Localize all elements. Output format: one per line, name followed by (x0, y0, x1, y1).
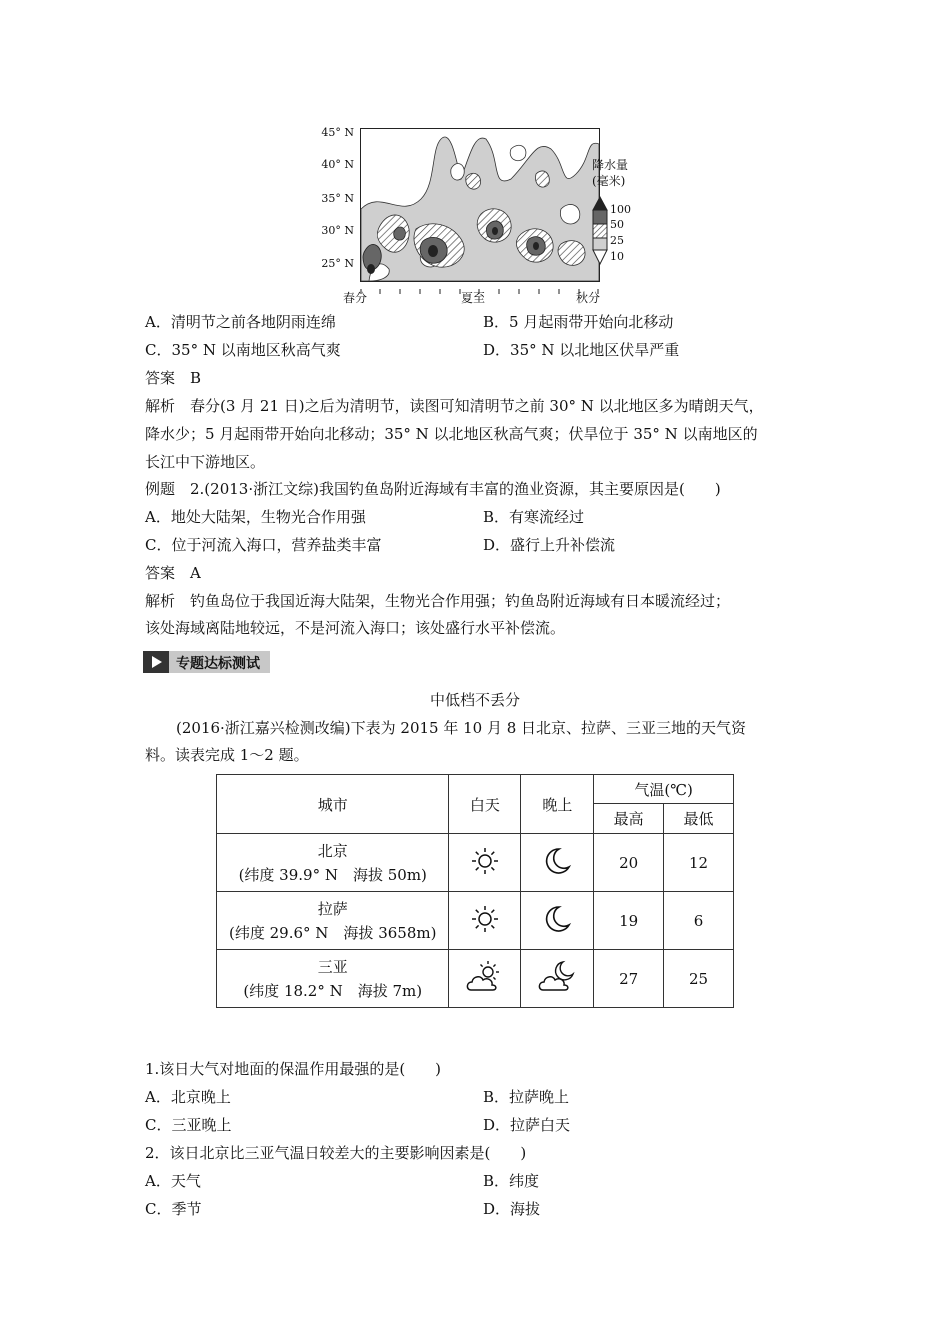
question2-option-b: B．纬度 (483, 1172, 540, 1190)
night-weather-cell (521, 834, 594, 892)
q1-option-c: C．35° N 以南地区秋高气爽 (145, 341, 341, 359)
day-weather-cell (449, 892, 521, 950)
intro-line-2: 料。读表完成 1～2 题。 (145, 746, 309, 764)
high-temp: 27 (594, 950, 664, 1008)
precipitation-contours (361, 129, 599, 281)
table-row (217, 950, 734, 1008)
q1-option-d: D．35° N 以北地区伏旱严重 (483, 341, 680, 359)
x-label-spring-equinox: 春分 (343, 291, 368, 305)
example2-option-a: A．地处大陆架，生物光合作用强 (145, 508, 366, 526)
legend-value-25: 25 (610, 234, 624, 247)
low-temp: 6 (664, 892, 734, 950)
x-label-summer-solstice: 夏至 (461, 291, 486, 305)
legend-title: 降水量 (592, 158, 629, 172)
sun-cloud-icon (465, 960, 505, 994)
sun-icon (470, 846, 500, 876)
city-cell (217, 834, 449, 892)
city-info: (纬度 18.2° N 海拔 7m) (243, 981, 423, 1000)
q1-analysis-line-2: 降水少；5 月起雨带开始向北移动；35° N 以北地区秋高气爽；伏旱位于 35° N 以南地区的 (145, 425, 758, 443)
lat-label-40: 40° N (321, 158, 354, 171)
high-temp: 20 (594, 834, 664, 892)
section-banner-title: 专题达标测试 (176, 656, 260, 672)
header-city: 城市 (217, 775, 449, 834)
header-low: 最低 (664, 804, 734, 834)
lat-label-25: 25° N (321, 257, 354, 270)
precipitation-map (360, 128, 600, 282)
legend-value-100: 100 (610, 203, 631, 216)
weather-table (216, 774, 734, 1008)
x-label-autumn-equinox: 秋分 (576, 291, 601, 305)
example2-option-b: B．有寒流经过 (483, 508, 585, 526)
q1-option-a: A．清明节之前各地阴雨连绵 (145, 313, 336, 331)
subheading: 中低档不丢分 (429, 691, 520, 709)
moon-icon (542, 846, 572, 876)
city-info: (纬度 39.9° N 海拔 50m) (238, 865, 427, 884)
q1-analysis-line-1: 解析 春分(3 月 21 日)之后为清明节，读图可知清明节之前 30° N 以北地区多为晴朗天气， (145, 397, 764, 415)
city-name: 拉萨 (317, 899, 348, 918)
section-banner (143, 651, 270, 673)
day-weather-cell (449, 834, 521, 892)
example2-option-c: C．位于河流入海口，营养盐类丰富 (145, 536, 382, 554)
day-weather-cell (449, 950, 521, 1008)
lat-label-35: 35° N (321, 192, 354, 205)
question2-option-c: C．季节 (145, 1200, 202, 1218)
moon-cloud-icon (537, 960, 577, 994)
question1-option-d: D．拉萨白天 (483, 1116, 571, 1134)
example2-answer: 答案 A (145, 564, 201, 582)
question1-option-b: B．拉萨晚上 (483, 1088, 570, 1106)
high-temp: 19 (594, 892, 664, 950)
legend-scale (592, 196, 608, 266)
night-weather-cell (521, 892, 594, 950)
city-info: (纬度 29.6° N 海拔 3658m) (229, 923, 437, 942)
sun-icon (470, 904, 500, 934)
example2-option-d: D．盛行上升补偿流 (483, 536, 616, 554)
table-row (217, 892, 734, 950)
header-day: 白天 (449, 775, 521, 834)
q1-analysis-line-3: 长江中下游地区。 (145, 453, 266, 471)
city-name: 北京 (317, 841, 348, 860)
city-name: 三亚 (317, 957, 348, 976)
question2-option-a: A．天气 (145, 1172, 201, 1190)
x-axis-ticks (360, 281, 600, 287)
question1-option-a: A．北京晚上 (145, 1088, 231, 1106)
night-weather-cell (521, 950, 594, 1008)
header-night: 晚上 (521, 775, 594, 834)
legend-value-10: 10 (610, 250, 624, 263)
table-row (217, 834, 734, 892)
question2-stem: 2．该日北京比三亚气温日较差大的主要影响因素是( ) (145, 1144, 527, 1162)
legend-unit: (毫米) (592, 174, 626, 188)
lat-label-45: 45° N (321, 126, 354, 139)
question1-stem: 1.该日大气对地面的保温作用最强的是( ) (145, 1060, 442, 1078)
question1-option-c: C．三亚晚上 (145, 1116, 232, 1134)
low-temp: 25 (664, 950, 734, 1008)
header-high: 最高 (594, 804, 664, 834)
example2-stem: 例题 2.(2013·浙江文综)我国钓鱼岛附近海域有丰富的渔业资源，其主要原因是( ) (145, 480, 721, 498)
lat-label-30: 30° N (321, 224, 354, 237)
low-temp: 12 (664, 834, 734, 892)
legend-value-50: 50 (610, 218, 624, 231)
play-icon (143, 651, 169, 673)
q1-option-b: B．5 月起雨带开始向北移动 (483, 313, 674, 331)
q1-answer: 答案 B (145, 369, 202, 387)
intro-line-1: (2016·浙江嘉兴检测改编)下表为 2015 年 10 月 8 日北京、拉萨、三亚三地的天气资 (176, 719, 747, 737)
city-cell (217, 950, 449, 1008)
question2-option-d: D．海拔 (483, 1200, 541, 1218)
header-temperature: 气温(℃) (594, 775, 734, 804)
moon-icon (542, 904, 572, 934)
example2-analysis-line-1: 解析 钓鱼岛位于我国近海大陆架，生物光合作用强；钓鱼岛附近海域有日本暖流经过； (145, 592, 731, 610)
city-cell (217, 892, 449, 950)
example2-analysis-line-2: 该处海域离陆地较远，不是河流入海口；该处盛行水平补偿流。 (145, 619, 566, 637)
